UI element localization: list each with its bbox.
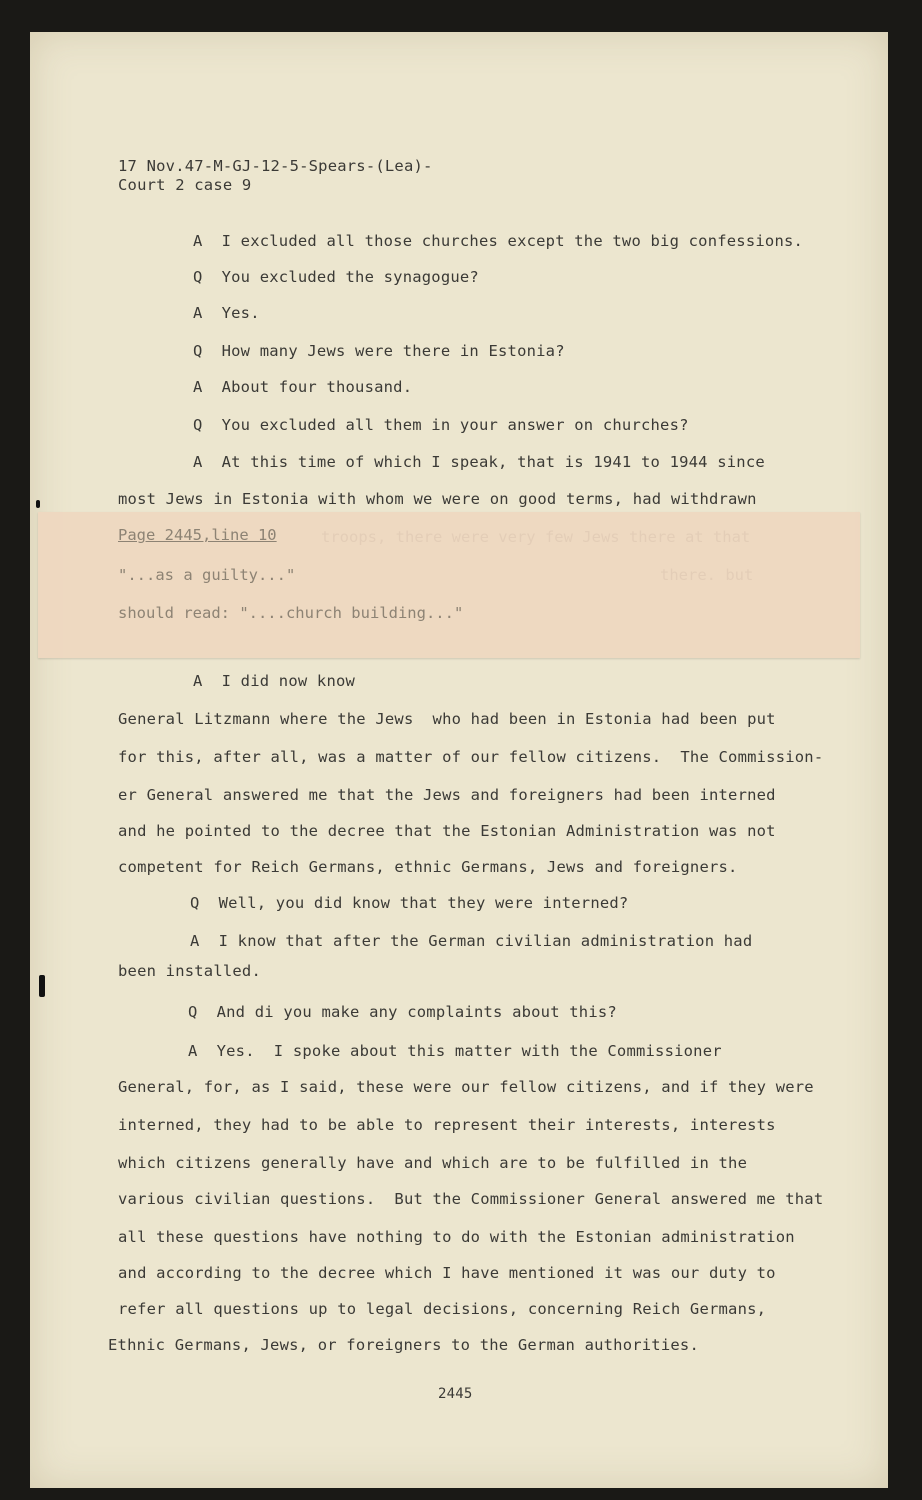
text-line: most Jews in Estonia with whom we were on good terms, had withdrawn xyxy=(118,490,757,508)
text-line: refer all questions up to legal decisions, concerning Reich Germans, xyxy=(118,1300,767,1318)
text-line: interned, they had to be able to represent their interests, interests xyxy=(118,1116,776,1134)
errata-original-text: "...as a guilty..." xyxy=(118,566,296,584)
text-line: and according to the decree which I have mentioned it was our duty to xyxy=(118,1264,776,1282)
text-line: Ethnic Germans, Jews, or foreigners to the German authorities. xyxy=(108,1336,699,1354)
errata-page-reference: Page 2445,line 10 xyxy=(118,526,277,544)
binding-mark xyxy=(36,500,40,508)
text-line: A About four thousand. xyxy=(193,378,413,396)
text-line: Q You excluded the synagogue? xyxy=(193,268,479,286)
text-line: A At this time of which I speak, that is 1941 to 1944 since xyxy=(193,453,765,471)
text-line: Q You excluded all them in your answer on churches? xyxy=(193,416,689,434)
text-line: competent for Reich Germans, ethnic Germans, Jews and foreigners. xyxy=(118,858,738,876)
text-line: all these questions have nothing to do with the Estonian administration xyxy=(118,1228,795,1246)
text-line: A Yes. I spoke about this matter with the Commissioner xyxy=(188,1042,722,1060)
text-line: and he pointed to the decree that the Estonian Administration was not xyxy=(118,822,776,840)
text-line: Q Well, you did know that they were interned? xyxy=(190,894,629,912)
text-line: for this, after all, was a matter of our fellow citizens. The Commission- xyxy=(118,748,824,766)
header-line-2: Court 2 case 9 xyxy=(118,176,252,194)
page-number: 2445 xyxy=(438,1386,473,1402)
header-line-1: 17 Nov.47-M-GJ-12-5-Spears-(Lea)- xyxy=(118,157,433,175)
text-line: which citizens generally have and which are to be fulfilled in the xyxy=(118,1154,748,1172)
text-line: been installed. xyxy=(118,962,261,980)
text-line: A I excluded all those churches except the two big confessions. xyxy=(193,232,804,250)
text-line: General, for, as I said, these were our fellow citizens, and if they were xyxy=(118,1078,814,1096)
text-line: A I did now know xyxy=(193,672,356,690)
text-line: Q And di you make any complaints about this? xyxy=(188,1003,617,1021)
errata-correction: should read: "....church building..." xyxy=(118,604,464,622)
text-line: various civilian questions. But the Commissioner General answered me that xyxy=(118,1190,824,1208)
text-line: A I know that after the German civilian administration had xyxy=(190,932,753,950)
text-line: A Yes. xyxy=(193,304,260,322)
binding-mark xyxy=(39,975,45,997)
text-line: General Litzmann where the Jews who had been in Estonia had been put xyxy=(118,710,776,728)
text-line: Q How many Jews were there in Estonia? xyxy=(193,342,565,360)
text-line: er General answered me that the Jews and foreigners had been interned xyxy=(118,786,776,804)
